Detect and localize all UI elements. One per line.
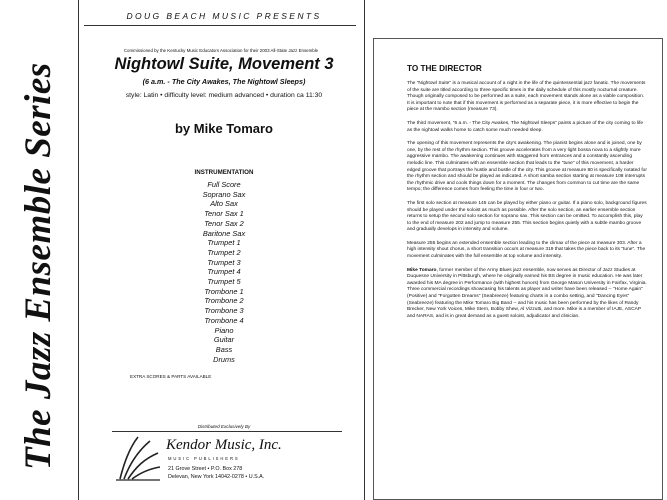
director-notes — [407, 81, 647, 327]
instrument-item: Baritone Sax — [202, 228, 246, 238]
bio-paragraph — [407, 268, 647, 321]
instrument-item: Trombone 1 — [204, 286, 244, 296]
distributor-rule — [112, 431, 342, 432]
director-paragraph: The third movement, "6 a.m. - The City Awakes, The Nightowl Sleeps" paints a picture of the city coming to life as the nightowl walks home to catch some much needed sleep. — [407, 120, 644, 133]
instrument-item: Tenor Sax 2 — [204, 218, 244, 228]
instrument-list — [96, 180, 352, 364]
series-band — [0, 0, 78, 500]
instrument-item: Trumpet 4 — [207, 267, 241, 277]
instrument-item: Trombone 3 — [204, 306, 244, 316]
distributor-address-line2: Delevan, New York 14042-0278 • U.S.A. — [168, 474, 265, 480]
instrument-item: Trumpet 1 — [207, 238, 241, 248]
bio-text: , former member of the Army Blues jazz ensemble, now serves as Director of Jazz Studies at Duquesne University in Pittsburgh, where he originally earned his BS degree in music education. He was later awarded his MA degree in Performance (with highest honors) from George Mason University in Fairfax, Virginia. Three commercial recordings showcasing his talents as player and writer have been released -- "Home Again" (Positive) and "Forgotten Dreams" (Seabreeze) featuring charts in a combo setting, and "Dancing Eyes" (Seabreeze) featuring the Mike Tomaro Big Band -- and his music has been performed by the likes of Randy Brecker, New York Voices, Mike Stern, Bobby Shew, Al Vizzutti, and more. Mike is a member of IAJE, ASCAP and NARAS, and is in great demand as a guest soloist, adjudicator and clinician. — [407, 267, 647, 319]
instrument-item: Alto Sax — [210, 199, 238, 209]
instrument-item: Full Score — [207, 180, 241, 189]
director-heading: TO THE DIRECTOR — [407, 64, 482, 73]
composer-name: by Mike Tomaro — [174, 121, 273, 136]
director-paragraph: The first solo section at measure 145 can be played by either piano or guitar. If a piano solo, background figures should be played under the soloist as much as possible. After the solo section, an earlier ensemble section returns to setup the second solo section for soprano sax. This section can be omitted. To accomplish this, play to the end of measure 202 and jump to measure 255. This section begins quietly with a subtle mambo groove and gradually develops in intensity and volume. — [407, 200, 647, 233]
cover-page — [82, 0, 358, 500]
band-divider — [78, 0, 79, 500]
distributor-name: Kendor Music, Inc. — [166, 437, 282, 453]
instrument-item: Trumpet 3 — [207, 257, 241, 267]
instrument-item: Tenor Sax 1 — [204, 209, 244, 219]
top-rule — [84, 25, 356, 26]
instrument-item: Trumpet 2 — [207, 247, 241, 257]
extra-parts-note: EXTRA SCORES & PARTS AVAILABLE — [130, 374, 212, 379]
series-vertical-title: The Jazz Ensemble Series — [18, 62, 59, 470]
director-page — [372, 0, 667, 500]
publisher-tag: DOUG BEACH MUSIC PRESENTS — [126, 11, 322, 21]
instrument-item: Guitar — [213, 335, 235, 345]
piece-title: Nightowl Suite, Movement 3 — [114, 55, 334, 73]
piece-subtitle: (6 a.m. - The City Awakes, The Nightowl Sleeps) — [142, 77, 306, 86]
instrument-item: Piano — [214, 325, 234, 335]
instrument-item: Trumpet 5 — [207, 277, 241, 287]
instrument-item: Soprano Sax — [202, 189, 246, 199]
distributed-by: Distributed Exclusively By — [197, 424, 251, 429]
commission-note: Commissioned by the Kentucky Music Educators Association for their 2003 All-State Jazz Ensemble — [123, 48, 319, 53]
director-paragraph: The opening of this movement represents the city's awakening. The pianist begins alone and is joined, one by one, by the rest of the rhythm section. This groove accelerates from a very light bossa nova to a slightly more aggressive mambo. The awakening continues with staggered horn entrances and a constantly ascending melodic line. This culminates with an ensemble section that leads to the "tune" of this movement, a harder edged groove that portrays the hustle and bustle of the city. This groove at measure 80 is specifically notated for the rhythm section and should be played as indicated. A short samba section starting at measure 108 interrupts the rhythmic drive and cools things down for a moment. The changes from common to cut time are the same tempo; the difference comes from feeling the time in four or two. — [407, 141, 647, 193]
director-paragraph: The "Nightowl Suite" is a musical account of a night in the life of the quintessential jazz fanatic. The movements of the suite are titled according to three specific times in the daily schedule of this mostly nocturnal creature. Though originally composed to be performed as a suite, each movement stands alone as a viable composition. It is important to note that if this movement is performed as a separate piece, it is more effective to begin the piece at the mambo section (measure 73). — [407, 81, 646, 113]
instrumentation-title: INSTRUMENTATION — [194, 169, 254, 176]
instrument-item: Bass — [215, 344, 233, 354]
bio-name: Mike Tomaro — [407, 267, 437, 273]
director-paragraph: Measure 255 begins an extended ensemble section leading to the climax of the piece at measure 303. After a high intensity shout chorus, a short transition occurs at measure 319 that takes the piece back to its "tune". The movement culminates with the full ensemble at top volume and intensity. — [407, 240, 646, 260]
page-gutter — [364, 0, 365, 500]
style-line: style: Latin • difficulty level: medium advanced • duration ca 11:30 — [125, 92, 323, 99]
instrument-item: Trombone 2 — [204, 296, 244, 306]
kendor-logo-icon — [112, 433, 162, 485]
distributor-address-line1: 21 Grove Street • P.O. Box 278 — [168, 466, 243, 472]
instrument-item: Drums — [213, 354, 235, 364]
distributor-sub: MUSIC PUBLISHERS — [168, 456, 240, 461]
instrument-item: Trombone 4 — [204, 315, 244, 325]
